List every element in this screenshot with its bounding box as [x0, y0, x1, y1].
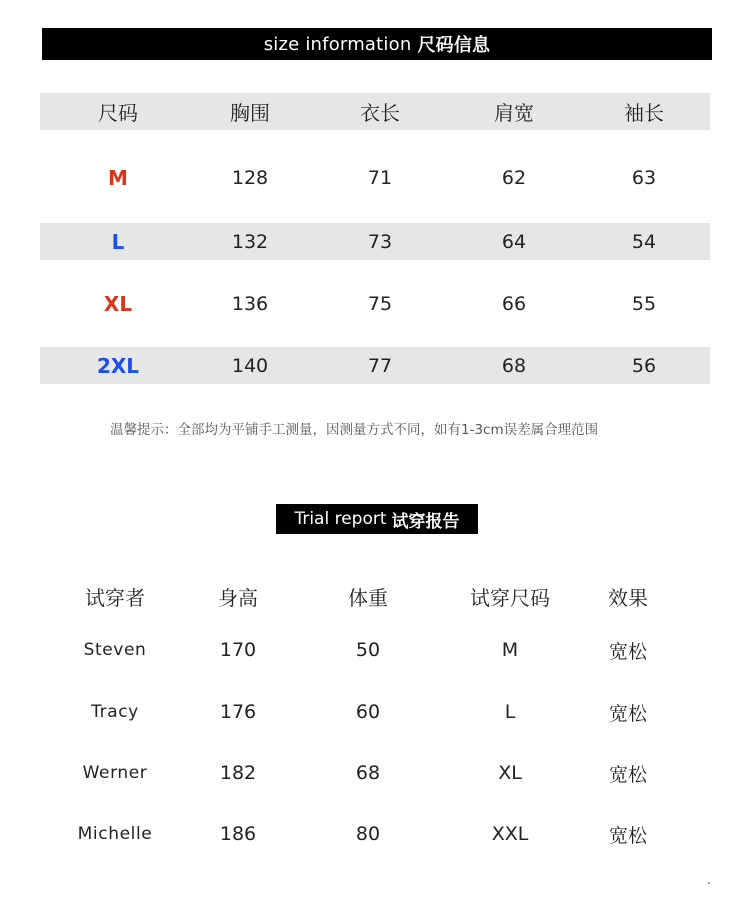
- size-label: XL: [103, 291, 133, 316]
- sleeve-value: 63: [631, 166, 657, 189]
- tester-weight: 60: [355, 701, 381, 723]
- size-table-header: [40, 93, 710, 130]
- tester-effect: 宽松: [608, 824, 647, 847]
- size-row-l: [40, 223, 710, 260]
- header-sleeve: 袖长: [624, 101, 664, 125]
- sleeve-value: 55: [631, 292, 657, 315]
- shoulder-value: 68: [501, 354, 527, 377]
- size-info-banner: [42, 28, 712, 60]
- tester-name: Steven: [83, 640, 147, 660]
- trial-row: [0, 630, 750, 670]
- header-chest: 胸围: [230, 101, 270, 125]
- corner-dot: [708, 882, 710, 884]
- header-trial-size: 试穿尺码: [470, 585, 550, 610]
- trial-report-title-en: Trial report: [294, 509, 387, 529]
- header-tester: 试穿者: [85, 585, 145, 610]
- tester-size: XL: [498, 762, 522, 784]
- sleeve-value: 54: [631, 230, 657, 253]
- length-value: 77: [367, 354, 393, 377]
- tester-size: M: [501, 639, 519, 661]
- chest-value: 136: [231, 292, 269, 315]
- shoulder-value: 62: [501, 166, 527, 189]
- trial-report-title-zh: 试穿报告: [391, 511, 460, 532]
- length-value: 73: [367, 230, 393, 253]
- tester-height: 186: [219, 823, 257, 845]
- header-shoulder: 肩宽: [494, 101, 534, 125]
- tester-weight: 68: [355, 762, 381, 784]
- header-length: 衣长: [360, 101, 400, 125]
- tester-size: L: [504, 701, 516, 723]
- size-row-2xl: [40, 347, 710, 384]
- length-value: 75: [367, 292, 393, 315]
- header-weight: 体重: [348, 585, 388, 610]
- sleeve-value: 56: [631, 354, 657, 377]
- tester-effect: 宽松: [608, 702, 647, 725]
- trial-row: [0, 692, 750, 732]
- tester-name: Werner: [82, 763, 148, 783]
- measurement-note: 温馨提示：全部均为平铺手工测量，因测量方式不同，如有1-3cm误差属合理范围: [110, 422, 599, 438]
- header-size: 尺码: [98, 101, 138, 125]
- trial-report-banner: [276, 504, 478, 534]
- chest-value: 128: [231, 166, 269, 189]
- tester-height: 170: [219, 639, 257, 661]
- trial-row: [0, 814, 750, 854]
- chest-value: 140: [231, 354, 269, 377]
- size-info-title-zh: 尺码信息: [417, 35, 491, 56]
- tester-height: 176: [219, 701, 257, 723]
- tester-effect: 宽松: [608, 640, 647, 663]
- tester-weight: 50: [355, 639, 381, 661]
- size-label: 2XL: [96, 353, 140, 378]
- length-value: 71: [367, 166, 393, 189]
- chest-value: 132: [231, 230, 269, 253]
- header-effect: 效果: [608, 585, 648, 610]
- shoulder-value: 66: [501, 292, 527, 315]
- shoulder-value: 64: [501, 230, 527, 253]
- trial-table-header: [0, 576, 750, 616]
- tester-name: Tracy: [91, 702, 139, 722]
- size-label: L: [111, 229, 125, 254]
- trial-row: [0, 753, 750, 793]
- tester-weight: 80: [355, 823, 381, 845]
- size-label: M: [108, 165, 128, 190]
- tester-name: Michelle: [77, 824, 153, 844]
- tester-effect: 宽松: [608, 763, 647, 786]
- tester-height: 182: [219, 762, 257, 784]
- tester-size: XXL: [491, 823, 529, 845]
- size-row-xl: [40, 285, 710, 322]
- size-row-m: [40, 159, 710, 196]
- header-height: 身高: [218, 585, 258, 610]
- size-info-title-en: size information: [263, 33, 412, 55]
